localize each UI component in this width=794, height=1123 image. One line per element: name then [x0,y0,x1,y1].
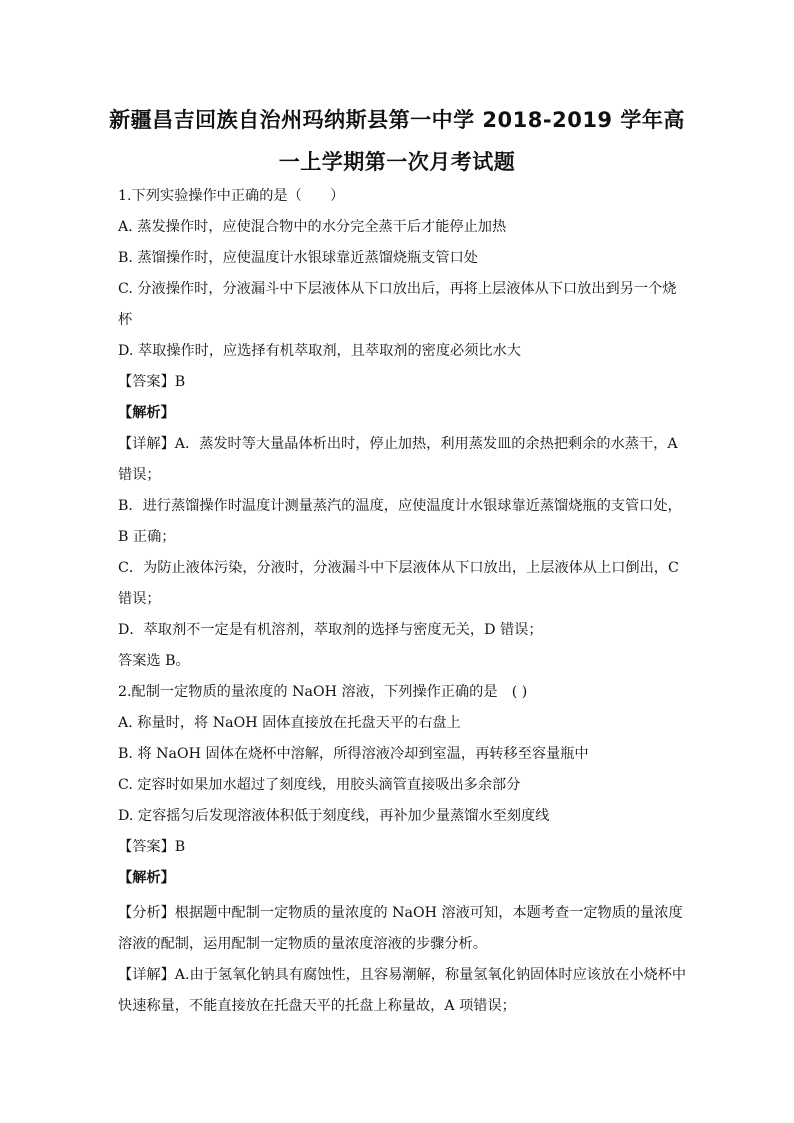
question-2-option-b: B. 将 NaOH 固体在烧杯中溶解，所得溶液冷却到室温，再转移至容量瓶中 [118,746,589,762]
question-2-detail-a-continued: 快速称量，不能直接放在托盘天平的托盘上称量故，A 项错误； [118,998,516,1014]
question-1-option-c-continued: 杯 [118,312,133,328]
question-1-answer: 【答案】B [118,374,186,390]
question-2-analysis-continued: 溶液的配制，运用配制一定物质的量浓度溶液的步骤分析。 [118,936,487,952]
question-1-option-a: A. 蒸发操作时，应使混合物中的水分完全蒸干后才能停止加热 [118,219,507,235]
question-1-detail-c-continued: 错误； [118,591,161,607]
question-1-option-b: B. 蒸馏操作时，应使温度计水银球靠近蒸馏烧瓶支管口处 [118,250,478,266]
question-2-analysis: 【分析】根据题中配制一定物质的量浓度的 NaOH 溶液可知，本题考查一定物质的量浓度 [118,905,683,921]
document-title-line-2: 一上学期第一次月考试题 [278,150,516,174]
question-1-detail-a: 【详解】A．蒸发时等大量晶体析出时，停止加热，利用蒸发皿的余热把剩余的水蒸干，A [118,436,678,452]
question-1-analysis-heading: 【解析】 [118,405,175,421]
question-1-option-d: D. 萃取操作时，应选择有机萃取剂，且萃取剂的密度必须比水大 [118,343,521,359]
question-1-option-c: C. 分液操作时，分液漏斗中下层液体从下口放出后，再将上层液体从下口放出到另一个烧 [118,281,677,297]
question-2-stem: 2.配制一定物质的量浓度的 NaOH 溶液，下列操作正确的是 ( ) [118,684,528,700]
question-1-detail-c: C．为防止液体污染，分液时，分液漏斗中下层液体从下口放出，上层液体从上口倒出，C [118,560,679,576]
question-1-detail-d: D．萃取剂不一定是有机溶剂，萃取剂的选择与密度无关，D 错误； [118,622,543,638]
question-1-detail-a-continued: 错误； [118,467,161,483]
question-1-conclusion: 答案选 B。 [118,653,190,669]
question-2-detail-a: 【详解】A.由于氢氧化钠具有腐蚀性，且容易潮解，称量氢氧化钠固体时应该放在小烧杯中 [118,967,687,983]
question-2-answer: 【答案】B [118,839,186,855]
document-title-line-1: 新疆昌吉回族自治州玛纳斯县第一中学 2018-2019 学年高 [109,108,685,132]
question-1-detail-b-continued: B 正确； [118,529,176,545]
question-2-option-d: D. 定容摇匀后发现溶液体积低于刻度线，再补加少量蒸馏水至刻度线 [118,808,550,824]
question-2-analysis-heading: 【解析】 [118,870,175,886]
question-2-option-a: A. 称量时，将 NaOH 固体直接放在托盘天平的右盘上 [118,715,461,731]
question-1-stem: 1.下列实验操作中正确的是（ ） [118,188,345,204]
question-1-detail-b: B．进行蒸馏操作时温度计测量蒸汽的温度，应使温度计水银球靠近蒸馏烧瓶的支管口处， [118,498,682,514]
question-2-option-c: C. 定容时如果加水超过了刻度线，用胶头滴管直接吸出多余部分 [118,777,521,793]
